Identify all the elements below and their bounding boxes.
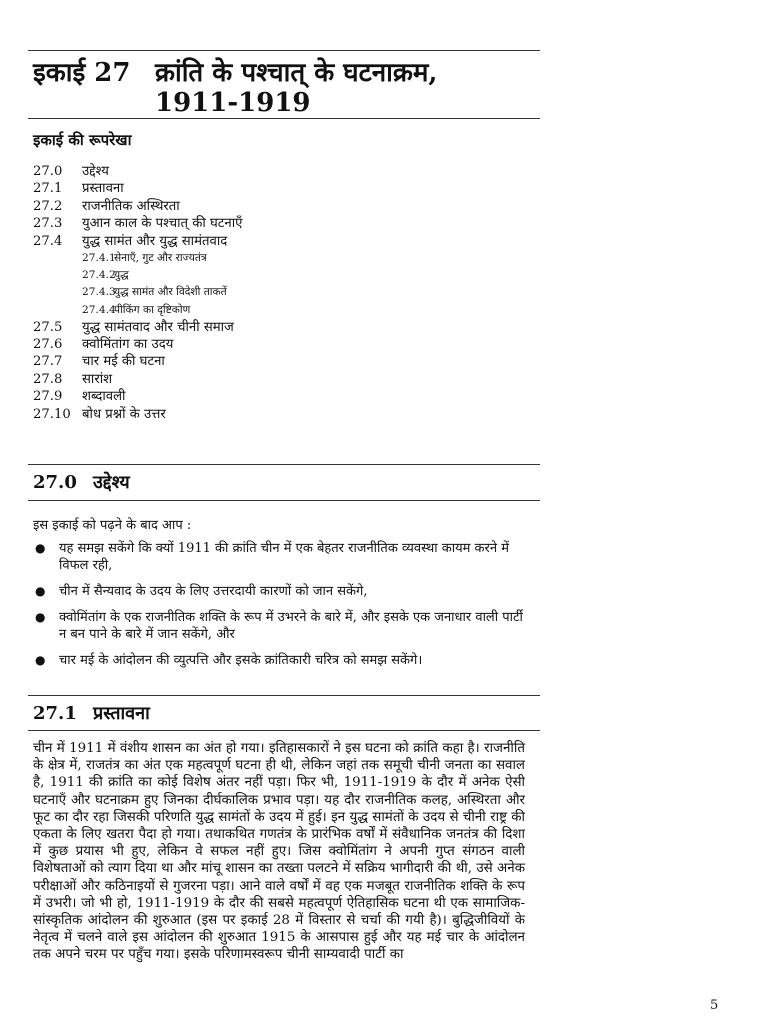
section-number: 27.0 xyxy=(33,472,77,493)
toc-item-label: युद्ध सामंतवाद और चीनी समाज xyxy=(82,319,234,335)
unit-years: 1911-1919 xyxy=(155,88,311,118)
toc-item-label: सेनाएँ, गुट और राज्यतंत्र xyxy=(114,251,207,264)
toc-item-label: बोध प्रश्नों के उत्तर xyxy=(82,406,166,422)
toc-item xyxy=(33,180,513,197)
toc-item-number: 27.4.1 xyxy=(82,251,116,264)
toc-item-number: 27.4.2 xyxy=(82,269,116,282)
unit-number: इकाई 27 xyxy=(33,58,131,88)
objectives-list xyxy=(33,540,523,678)
page-number: 5 xyxy=(710,998,719,1013)
list-item xyxy=(33,583,523,600)
list-item-text: चीन में सैन्यवाद के उदय के लिए उत्तरदायी कारणों को जान सकेंगे, xyxy=(59,584,368,599)
toc-item xyxy=(33,233,513,250)
title-bottom-rule xyxy=(28,118,540,119)
section-rule-bottom xyxy=(28,730,540,731)
toc-item-number: 27.7 xyxy=(33,354,63,370)
toc-item-label: उद्देश्य xyxy=(82,164,109,179)
toc-item xyxy=(33,371,513,388)
toc-item-label: क्वोमिंतांग का उदय xyxy=(82,337,174,353)
unit-title-text: क्रांति के पश्चात् के घटनाक्रम, xyxy=(155,58,438,88)
toc-item xyxy=(33,163,513,180)
list-item xyxy=(33,540,523,574)
toc-item-label: राजनीतिक अस्थिरता xyxy=(82,198,180,214)
section-number: 27.1 xyxy=(33,703,77,724)
toc-item-number: 27.3 xyxy=(33,216,63,232)
bullet-icon: ● xyxy=(35,584,46,598)
toc-item-label: युआन काल के पश्चात् की घटनाएँ xyxy=(82,216,243,232)
section-heading-objectives xyxy=(33,470,130,494)
toc-subitem xyxy=(33,250,513,267)
bullet-icon: ● xyxy=(35,610,46,624)
toc-item-number: 27.0 xyxy=(33,164,63,179)
toc-item-number: 27.4 xyxy=(33,233,63,249)
objectives-intro: इस इकाई को पढ़ने के बाद आप : xyxy=(33,518,192,533)
toc-item xyxy=(33,353,513,370)
toc-item-label: प्रस्तावना xyxy=(82,181,124,197)
toc-item-label: शब्दावली xyxy=(82,389,126,405)
toc-item xyxy=(33,388,513,405)
top-rule xyxy=(28,50,540,51)
unit-title xyxy=(33,58,533,118)
toc-item-number: 27.9 xyxy=(33,389,63,405)
toc-subitem xyxy=(33,302,513,319)
toc-item-label: चार मई की घटना xyxy=(82,354,165,370)
toc-item xyxy=(33,215,513,232)
toc-item-label: पीकिंग का दृष्टिकोण xyxy=(114,303,191,316)
bullet-icon: ● xyxy=(35,653,46,667)
toc-item-number: 27.8 xyxy=(33,371,63,387)
toc-item-label: युद्ध सामंत और विदेशी ताकतें xyxy=(114,286,227,299)
toc-item xyxy=(33,198,513,215)
list-item xyxy=(33,609,523,643)
section-rule-top xyxy=(28,464,540,465)
toc-item-number: 27.10 xyxy=(33,406,71,422)
list-item-text: यह समझ सकेंगे कि क्यों 1911 की क्रांति चीन में एक बेहतर राजनीतिक व्यवस्था कायम करने में विफल रही, xyxy=(59,541,509,573)
section-title: प्रस्तावना xyxy=(93,703,150,724)
toc-item-number: 27.4.3 xyxy=(82,286,116,299)
toc-item-number: 27.1 xyxy=(33,181,63,197)
section-rule-bottom xyxy=(28,500,540,501)
section-heading-introduction xyxy=(33,701,150,725)
list-item xyxy=(33,652,523,669)
toc-item-number: 27.6 xyxy=(33,337,63,353)
introduction-paragraph: चीन में 1911 में वंशीय शासन का अंत हो गया। इतिहासकारों ने इस घटना को क्रांति कहा है। राजनीति के क्षेत्र में, राजतंत्र का अंत एक महत्वपूर्ण घटना ही थी, लेकिन जहां तक समूची चीनी जनता का सवाल है, 1911 की क्रांति का कोई विशेष अंतर नहीं पड़ा। फिर भी, 1911-1919 के दौर में अनेक ऐसी घटनाएँ और घटनाक्रम हुए जिनका दीर्घकालिक प्रभाव पड़ा। यह दौर राजनीतिक कलह, अस्थिरता और फूट का दौर रहा जिसकी परिणति युद्ध सामंतों के उदय में हुई। इन युद्ध सामंतों के उदय से चीनी राष्ट्र की एकता के लिए खतरा पैदा हो गया। तथाकथित गणतंत्र के प्रारंभिक वर्षों में संवैधानिक जनतंत्र की दिशा में कुछ प्रयास भी हुए, लेकिन वे सफल नहीं हुए। जिस क्वोमिंतांग ने अपनी गुप्त संगठन वाली विशेषताओं को त्याग दिया था और मांचू शासन का तख्ता पलटने में सक्रिय भागीदारी की थी, उसे अनेक परीक्षाओं और कठिनाइयों से गुजरना पड़ा। आने वाले वर्षों में वह एक मजबूत राजनीतिक शक्ति के रूप में उभरी। जो भी हो, 1911-1919 के दौर की सबसे महत्वपूर्ण ऐतिहासिक घटना थी एक सामाजिक-सांस्कृतिक आंदोलन की शुरुआत (इस पर इकाई 28 में विस्तार से चर्चा की गयी है)। बुद्धिजीवियों के नेतृत्व में चलने वाले इस आंदोलन की शुरुआत 1915 के आसपास हुई और यह मई चार के आंदोलन तक अपने चरम पर पहुँच गया। इसके परिणामस्वरूप चीनी साम्यवादी पार्टी का xyxy=(33,741,525,963)
toc-item xyxy=(33,336,513,353)
toc-item-number: 27.5 xyxy=(33,319,63,335)
section-rule-top xyxy=(28,695,540,696)
bullet-icon: ● xyxy=(35,541,46,555)
list-item-text: चार मई के आंदोलन की व्युत्पत्ति और इसके क्रांतिकारी चरित्र को समझ सकेंगे। xyxy=(59,653,423,668)
toc-subitem xyxy=(33,284,513,301)
list-item-text: क्वोमिंतांग के एक राजनीतिक शक्ति के रूप में उभरने के बारे में, और इसके एक जनाधार वाली पार्टी न बन पाने के बारे में जान सकेंगे, और xyxy=(59,610,523,642)
toc-item xyxy=(33,319,513,336)
outline-heading: इकाई की रूपरेखा xyxy=(33,131,132,149)
table-of-contents xyxy=(33,163,513,423)
toc-subitem xyxy=(33,267,513,284)
section-title: उद्देश्य xyxy=(93,472,130,493)
toc-item-number: 27.4.4 xyxy=(82,303,116,316)
toc-item-label: सारांश xyxy=(82,371,113,387)
toc-item-label: युद्ध सामंत और युद्ध सामंतवाद xyxy=(82,233,228,249)
toc-item-number: 27.2 xyxy=(33,198,63,214)
toc-item xyxy=(33,406,513,423)
toc-item-label: युद्ध xyxy=(114,269,129,282)
